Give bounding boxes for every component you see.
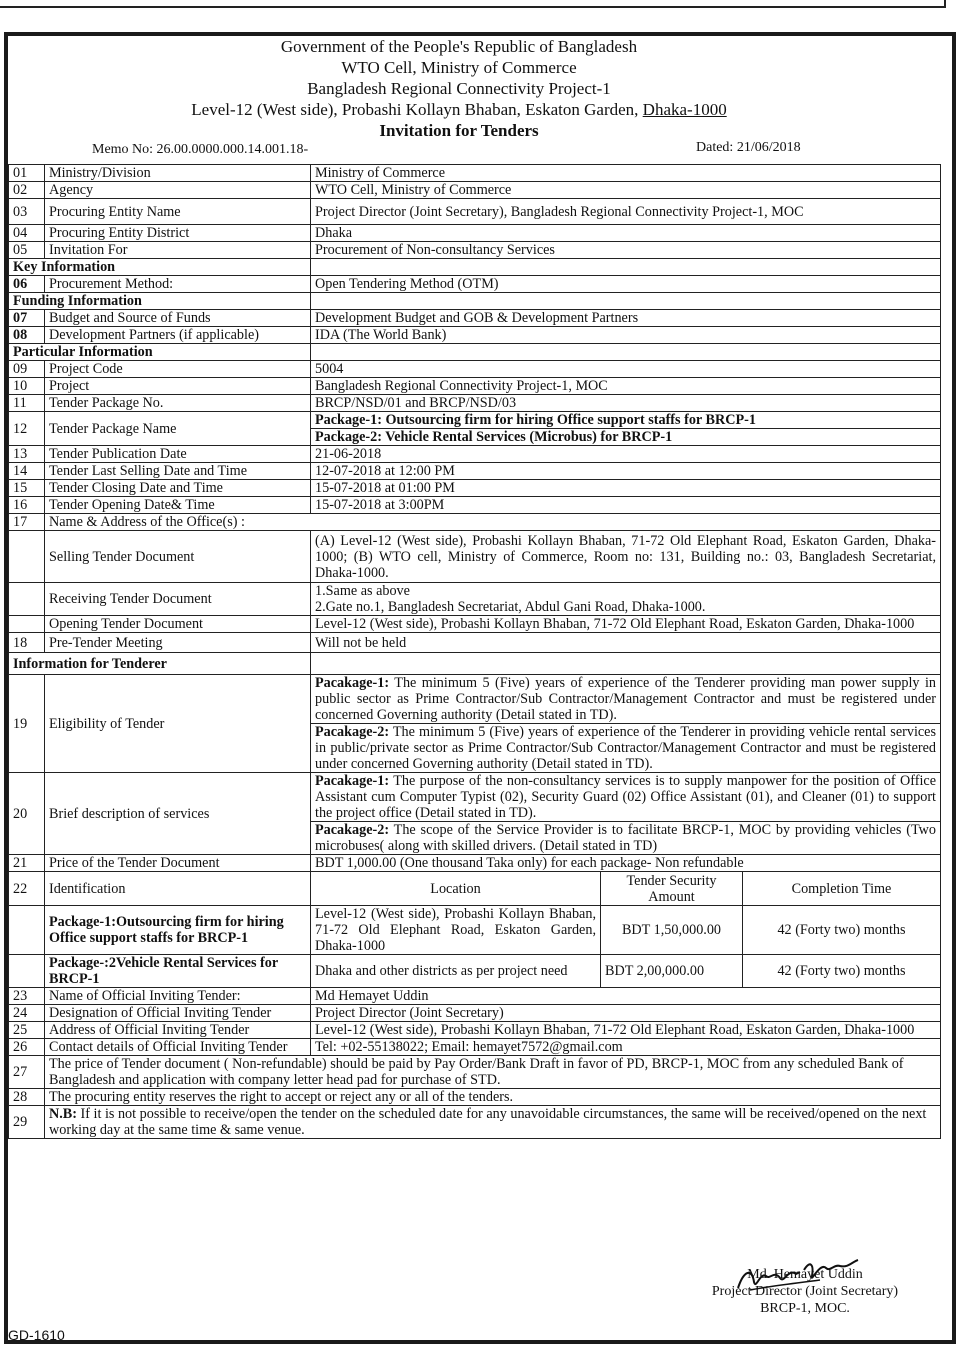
table-row: 06 Procurement Method: Open Tendering Method (OTM) (9, 276, 941, 293)
table-row: Receiving Tender Document 1.Same as above 2.Gate no.1, Bangladesh Secretariat, Abdul Gani Road, Dhaka-1000. (9, 583, 941, 616)
memo-number: Memo No: 26.00.0000.000.14.001.18- (92, 142, 309, 157)
header-cell: WTO Cell, Ministry of Commerce (341, 58, 577, 77)
table-row: 12 Tender Package Name Package-1: Outsourcing firm for hiring Office support staffs for BRCP-1 (9, 412, 941, 429)
table-row: 28 The procuring entity reserves the right to accept or reject any or all of the tenders. (9, 1089, 941, 1106)
table-row: 27 The price of Tender document ( Non-refundable) should be paid by Pay Order/Bank Draft in favor of PD, BRCP-1, MOC from any scheduled Bank of Bangladesh and application with company letter head pad for purchase of STD. (9, 1056, 941, 1089)
table-row: 08 Development Partners (if applicable) IDA (The World Bank) (9, 327, 941, 344)
table-row: Package-:2Vehicle Rental Services for BRCP-1 Dhaka and other districts as per project need BDT 2,00,000.00 42 (Forty two) months (9, 955, 941, 988)
table-row: 18 Pre-Tender Meeting Will not be held (9, 633, 941, 653)
table-row: Pacakage-2: The minimum 5 (Five) years of experience of the Tenderer in providing vehicle rental services in public/private sector as Prime Contractor/Sub Contractor/Management Contractor and must be registered under concerned Governing authority (Detail stated in TD). (9, 724, 941, 773)
table-row: Package-1:Outsourcing firm for hiring Office support staffs for BRCP-1 Level-12 (West side), Probashi Kollayn Bhaban, 71-72 Old Elephant Road, Eskaton Garden, Dhaka-1000 BDT 1,50,000.00 42 (Forty two) months (9, 906, 941, 955)
page-title: Invitation for Tenders (379, 121, 539, 140)
header-government: Government of the People's Republic of Bangladesh (280, 37, 638, 56)
tender-table (8, 164, 941, 1139)
table-row: 02 Agency WTO Cell, Ministry of Commerce (9, 182, 941, 199)
table-row: 05 Invitation For Procurement of Non-consultancy Services (9, 242, 941, 259)
memo-date: Dated: 21/06/2018 (696, 140, 801, 155)
section-heading: Key Information (9, 259, 941, 276)
table-row: 13 Tender Publication Date 21-06-2018 (9, 446, 941, 463)
table-row: 19 Eligibility of Tender Pacakage-1: The minimum 5 (Five) years of experience of the Tenderer providing man power supply in public sector as Prime Contractor/Sub Contractor/Management Contractor and must be registered under concerned Governing authority (Detail stated in TD). (9, 675, 941, 724)
table-row: Opening Tender Document Level-12 (West side), Probashi Kollayn Bhaban, 71-72 Old Elephant Road, Eskaton Garden, Dhaka-1000 (9, 616, 941, 633)
table-row: 20 Brief description of services Pacakage-1: The purpose of the non-consultancy services is to supply manpower for the position of Office Assistant cum Computer Typist (02), Security Guard (02) Office Assistant (01), and Cleaner (01) to support the project office (Detail stated in TD). (9, 773, 941, 822)
table-row: 07 Budget and Source of Funds Development Budget and GOB & Development Partners (9, 310, 941, 327)
table-row: Selling Tender Document (A) Level-12 (West side), Probashi Kollayn Bhaban, 71-72 Old Elephant Road, Eskaton Garden, Dhaka-1000; (B) WTO cell, Ministry of Commerce, Room no: 131, Building no.: 03, Bangladesh Secretariat, Dhaka-1000. (9, 531, 941, 583)
header-project: Bangladesh Regional Connectivity Project-1 (307, 79, 611, 98)
table-row: 14 Tender Last Selling Date and Time 12-07-2018 at 12:00 PM (9, 463, 941, 480)
table-row: 24 Designation of Official Inviting Tender Project Director (Joint Secretary) (9, 1005, 941, 1022)
table-row: 01 Ministry/Division Ministry of Commerce (9, 165, 941, 182)
table-row: 17 Name & Address of the Office(s) : (9, 514, 941, 531)
table-row: 03 Procuring Entity Name Project Director (Joint Secretary), Bangladesh Regional Connectivity Project-1, MOC (9, 199, 941, 225)
table-row: 22 Identification Location Tender Security Amount Completion Time (9, 872, 941, 906)
section-heading: Information for Tenderer (9, 653, 941, 675)
table-row: 16 Tender Opening Date& Time 15-07-2018 at 3:00PM (9, 497, 941, 514)
table-row: Pacakage-2: The scope of the Service Provider is to facilitate BRCP-1, MOC by providing vehicles (Two microbuses( along with skilled drivers. (Detail stated in TD) (9, 822, 941, 855)
table-row: 10 Project Bangladesh Regional Connectivity Project-1, MOC (9, 378, 941, 395)
table-row: 15 Tender Closing Date and Time 15-07-2018 at 01:00 PM (9, 480, 941, 497)
header-address: Level-12 (West side), Probashi Kollayn Bhaban, Eskaton Garden, Dhaka-1000 (191, 100, 727, 119)
signatory-office: BRCP-1, MOC. (760, 1301, 850, 1316)
signatory-name: Md. Hemayet Uddin (747, 1267, 863, 1282)
letterhead (0, 36, 918, 141)
table-row: 25 Address of Official Inviting Tender Level-12 (West side), Probashi Kollayn Bhaban, 71-72 Old Elephant Road, Eskaton Garden, Dhaka-1000 (9, 1022, 941, 1039)
section-heading: Funding Information (9, 293, 941, 310)
table-row: 29 N.B: If it is not possible to receive/open the tender on the scheduled date for any unavoidable circumstances, the same will be received/opened on the next working day at the same time & same venue. (9, 1106, 941, 1139)
signature-block (690, 1258, 920, 1317)
table-row: 11 Tender Package No. BRCP/NSD/01 and BRCP/NSD/03 (9, 395, 941, 412)
document-code: GD-1610 (8, 1327, 65, 1343)
top-border-line (0, 0, 946, 8)
table-row: 04 Procuring Entity District Dhaka (9, 225, 941, 242)
signatory-designation: Project Director (Joint Secretary) (711, 1284, 899, 1299)
table-row: 09 Project Code 5004 (9, 361, 941, 378)
table-row: 21 Price of the Tender Document BDT 1,000.00 (One thousand Taka only) for each package- Non refundable (9, 855, 941, 872)
section-heading: Particular Information (9, 344, 941, 361)
table-row: Package-2: Vehicle Rental Services (Microbus) for BRCP-1 (9, 429, 941, 446)
table-row: 23 Name of Official Inviting Tender: Md Hemayet Uddin (9, 988, 941, 1005)
table-row: 26 Contact details of Official Inviting Tender Tel: +02-55138022; Email: hemayet7572@gmail.com (9, 1039, 941, 1056)
